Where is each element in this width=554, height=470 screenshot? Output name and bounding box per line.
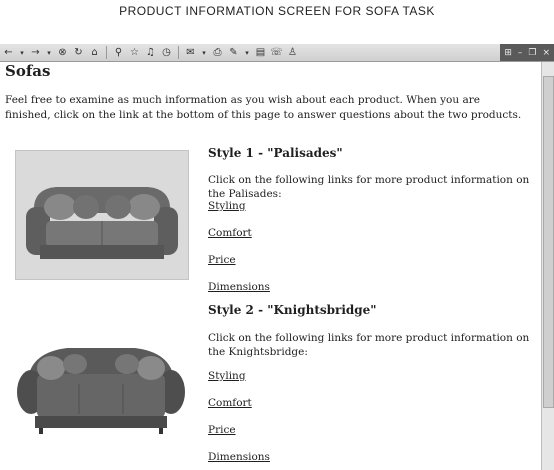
restore-icon[interactable]: ❐ xyxy=(528,47,537,58)
palisades-comfort-link[interactable]: Comfort xyxy=(208,227,252,239)
palisades-sofa-image xyxy=(15,150,189,280)
toolbar-separator xyxy=(178,46,179,59)
mail-dropdown-icon[interactable]: ▾ xyxy=(202,48,206,57)
intro-text: Feel free to examine as much information as you wish about each product. When you are finished, click on the link at the bottom of this page to answer questions about the two products. xyxy=(5,94,522,121)
window-controls xyxy=(500,44,554,61)
palisades-styling-link[interactable]: Styling xyxy=(208,200,246,212)
page-title: Sofas xyxy=(5,62,51,80)
edit-dropdown-icon[interactable]: ▾ xyxy=(245,48,249,57)
messenger-icon[interactable]: ☏ xyxy=(270,47,283,58)
edit-icon[interactable]: ✎ xyxy=(229,47,238,58)
product-title-knightsbridge: Style 2 - "Knightsbridge" xyxy=(208,303,377,317)
mail-icon[interactable]: ✉ xyxy=(186,47,195,58)
print-icon[interactable]: ⎙ xyxy=(213,47,222,58)
media-icon[interactable]: ♫ xyxy=(146,47,155,58)
sofa-illustration xyxy=(15,334,187,438)
stop-icon[interactable]: ⊗ xyxy=(58,47,67,58)
web-page-content xyxy=(0,62,540,470)
palisades-price-link[interactable]: Price xyxy=(208,254,236,266)
forward-dropdown-icon[interactable]: ▾ xyxy=(47,48,51,57)
close-icon[interactable]: × xyxy=(542,47,550,58)
knightsbridge-comfort-link[interactable]: Comfort xyxy=(208,397,252,409)
figure-caption: PRODUCT INFORMATION SCREEN FOR SOFA TASK xyxy=(119,4,435,18)
minimize-icon[interactable]: – xyxy=(517,47,523,58)
home-icon[interactable]: ⌂ xyxy=(91,47,98,58)
back-dropdown-icon[interactable]: ▾ xyxy=(20,48,24,57)
back-arrow-icon[interactable]: ← xyxy=(4,47,13,58)
history-icon[interactable]: ◷ xyxy=(162,47,171,58)
favorites-icon[interactable]: ☆ xyxy=(130,47,139,58)
toolbar-separator xyxy=(106,46,107,59)
product-description-palisades: Click on the following links for more product information on the Palisades: xyxy=(208,174,530,200)
product-title-palisades: Style 1 - "Palisades" xyxy=(208,146,343,160)
sofa-illustration xyxy=(16,151,188,279)
vertical-scrollbar[interactable] xyxy=(541,62,554,470)
product-description-knightsbridge: Click on the following links for more product information on the Knightsbridge: xyxy=(208,332,530,358)
knightsbridge-price-link[interactable]: Price xyxy=(208,424,236,436)
discuss-icon[interactable]: ▤ xyxy=(255,47,266,58)
palisades-dimensions-link[interactable]: Dimensions xyxy=(208,281,270,293)
user-icon[interactable]: ♙ xyxy=(288,47,297,58)
browser-toolbar xyxy=(0,44,554,62)
scrollbar-thumb[interactable] xyxy=(543,76,554,408)
refresh-icon[interactable]: ↻ xyxy=(74,47,83,58)
search-icon[interactable]: ⚲ xyxy=(114,47,123,58)
knightsbridge-styling-link[interactable]: Styling xyxy=(208,370,246,382)
windows-logo-icon: ⊞ xyxy=(504,47,512,58)
forward-arrow-icon[interactable]: → xyxy=(31,47,40,58)
knightsbridge-dimensions-link[interactable]: Dimensions xyxy=(208,451,270,463)
knightsbridge-sofa-image xyxy=(15,334,187,438)
